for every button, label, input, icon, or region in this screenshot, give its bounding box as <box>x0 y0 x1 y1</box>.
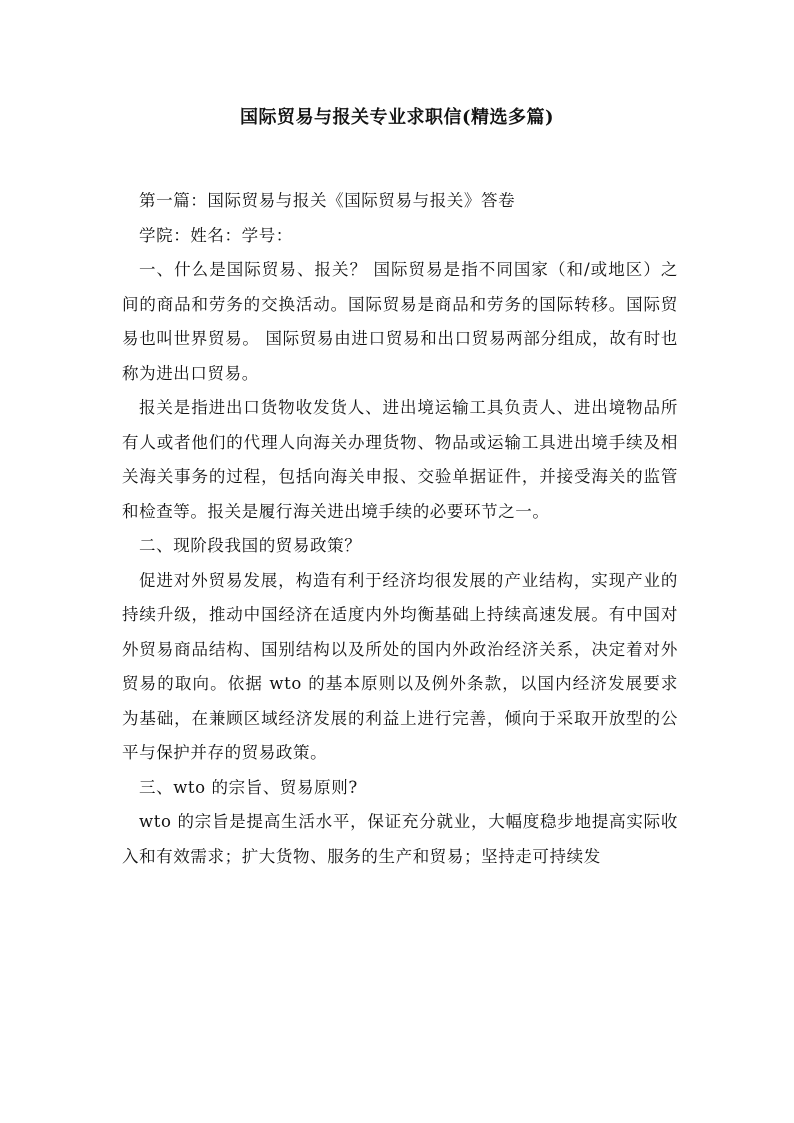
document-body <box>122 184 678 874</box>
document-title: 国际贸易与报关专业求职信(精选多篇) <box>239 107 555 128</box>
trade-policy-paragraph: 促进对外贸易发展，构造有利于经济均很发展的产业结构，实现产业的持续升级，推动中国经济在适度内外均衡基础上持续高速发展。有中国对外贸易商品结构、国别结构以及所处的国内外政治经济关系，决定着对外贸易的取向。依据 wto 的基本原则以及例外条款，以国内经济发展要求为基础，在兼顾区域经济发展的利益上进行完善，倾向于采取开放型的公平与保护并存的贸易政策。 <box>122 570 678 762</box>
question-two-heading: 二、现阶段我国的贸易政策？ <box>139 536 362 555</box>
student-info-line: 学院：姓名：学号： <box>139 225 293 245</box>
wto-purpose-paragraph: wto 的宗旨是提高生活水平，保证充分就业，大幅度稳步地提高实际收入和有效需求；扩大货物、服务的生产和贸易；坚持走可持续发 <box>122 812 678 866</box>
question-three-heading: 三、wto 的宗旨、贸易原则? <box>139 777 358 797</box>
customs-declaration-paragraph: 报关是指进出口货物收发货人、进出境运输工具负责人、进出境物品所有人或者他们的代理人向海关办理货物、物品或运输工具进出境手续及相关海关事务的过程，包括向海关申报、交验单据证件，并接受海关的监管和检查等。报关是履行海关进出境手续的必要环节之一。 <box>122 398 678 521</box>
section-heading-part-one: 第一篇：国际贸易与报关《国际贸易与报关》答卷 <box>139 191 516 210</box>
question-one-paragraph: 一、什么是国际贸易、报关？ 国际贸易是指不同国家（和/或地区）之间的商品和劳务的交换活动。国际贸易是商品和劳务的国际转移。国际贸易也叫世界贸易。 国际贸易由进口贸易和出口贸易两部分组成，故有时也称为进出口贸易。 <box>122 260 678 383</box>
